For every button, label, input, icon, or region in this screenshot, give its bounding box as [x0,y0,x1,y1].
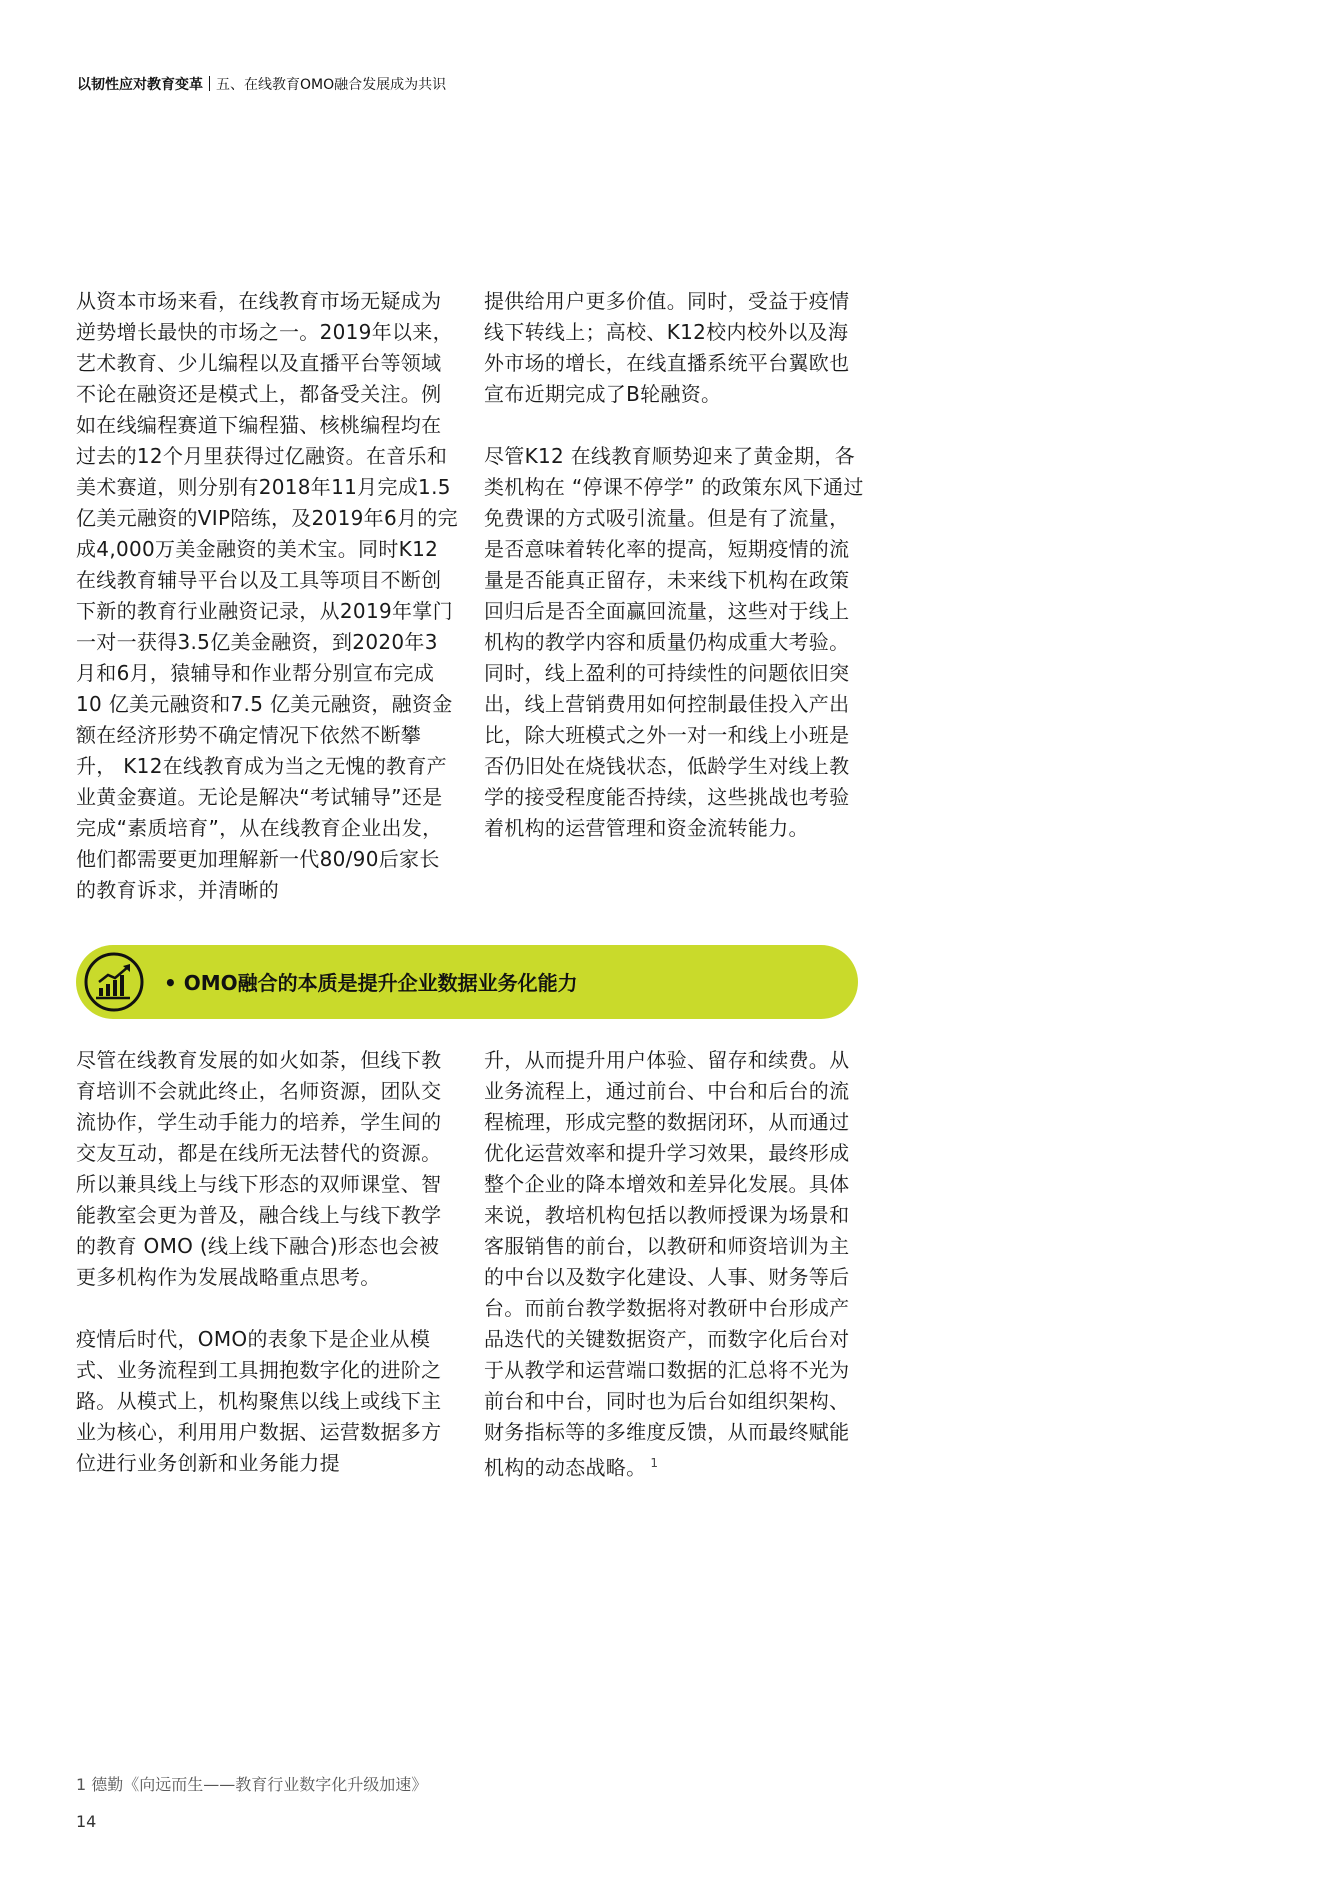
paragraph: 尽管K12 在线教育顺势迎来了黄金期，各类机构在 “停课不停学” 的政策东风下通过免费课的方式吸引流量。但是有了流量，是否意味着转化率的提高，短期疫情的流量是否能真正留存，未来线下机构在政策回归后是否全面赢回流量，这些对于线上机构的教学内容和质量仍构成重大考验。同时，线上盈利的可持续性的问题依旧突出，线上营销费用如何控制最佳投入产出比，除大班模式之外一对一和线上小班是否仍旧处在烧钱状态，低龄学生对线上教学的接受程度能否持续，这些挑战也考验着机构的运营管理和资金流转能力。 [484,444,864,840]
report-title: 以韧性应对教育变革 [77,77,203,93]
banner-title: • OMO融合的本质是提升企业数据业务化能力 [164,971,578,995]
page-number: 14 [76,1812,97,1831]
column-4 [484,1045,866,1484]
paragraph [484,1045,866,1484]
paragraph: 从资本市场来看，在线教育市场无疑成为逆势增长最快的市场之一。2019年以来，艺术教育、少儿编程以及直播平台等领域不论在融资还是模式上，都备受关注。例如在线编程赛道下编程猫、核桃编程均在过去的12个月里获得过亿融资。在音乐和美术赛道，则分别有2018年11月完成1.5亿美元融资的VIP陪练，及2019年6月的完成4,000万美金融资的美术宝。同时K12在线教育辅导平台以及工具等项目不断创下新的教育行业融资记录，从2019年掌门一对一获得3.5亿美金融资，到2020年3月和6月，猿辅导和作业帮分别宣布完成 10 亿美元融资和7.5 亿美元融资，融资金额在经济形势不确定情况下依然不断攀升， K12在线教育成为当之无愧的教育产业黄金赛道。无论是解决“考试辅导”还是完成“素质培育”，从在线教育企业出发，他们都需要更加理解新一代80/90后家长的教育诉求，并清晰的 [76,289,458,902]
footnote-reference[interactable]: 1 [650,1456,659,1470]
paragraph: 疫情后时代，OMO的表象下是企业从模式、业务流程到工具拥抱数字化的进阶之路。从模式上，机构聚焦以线上或线下主业为核心，利用用户数据、运营数据多方位进行业务创新和业务能力提 [76,1327,442,1475]
running-header [77,74,446,94]
header-divider [209,76,210,91]
paragraph-text: 升，从而提升用户体验、留存和续费。从业务流程上，通过前台、中台和后台的流程梳理，形成完整的数据闭环，从而通过优化运营效率和提升学习效果，最终形成整个企业的降本增效和差异化发展。具体来说，教培机构包括以教师授课为场景和客服销售的前台，以教研和师资培训为主的中台以及数字化建设、人事、财务等后台。而前台教学数据将对教研中台形成产品迭代的关键数据资产，而数字化后台对于从教学和运营端口数据的汇总将不光为前台和中台，同时也为后台如组织架构、财务指标等的多维度反馈，从而最终赋能机构的动态战略。 [484,1048,850,1480]
column-2 [484,286,866,844]
section-title: 五、在线教育OMO融合发展成为共识 [216,77,447,93]
growth-chart-icon [82,950,146,1014]
section-banner [76,945,858,1019]
column-1 [76,286,458,906]
paragraph: 尽管在线教育发展的如火如荼，但线下教育培训不会就此终止，名师资源，团队交流协作，学生动手能力的培养，学生间的交友互动，都是在线所无法替代的资源。所以兼具线上与线下形态的双师课堂、智能教室会更为普及，融合线上与线下教学的教育 OMO (线上线下融合)形态也会被更多机构作为发展战略重点思考。 [76,1048,442,1289]
paragraph: 提供给用户更多价值。同时，受益于疫情线下转线上；高校、K12校内校外以及海外市场的增长，在线直播系统平台翼欧也宣布近期完成了B轮融资。 [484,289,850,406]
footnote: 1 德勤《向远而生——教育行业数字化升级加速》 [76,1775,428,1794]
column-3 [76,1045,458,1479]
